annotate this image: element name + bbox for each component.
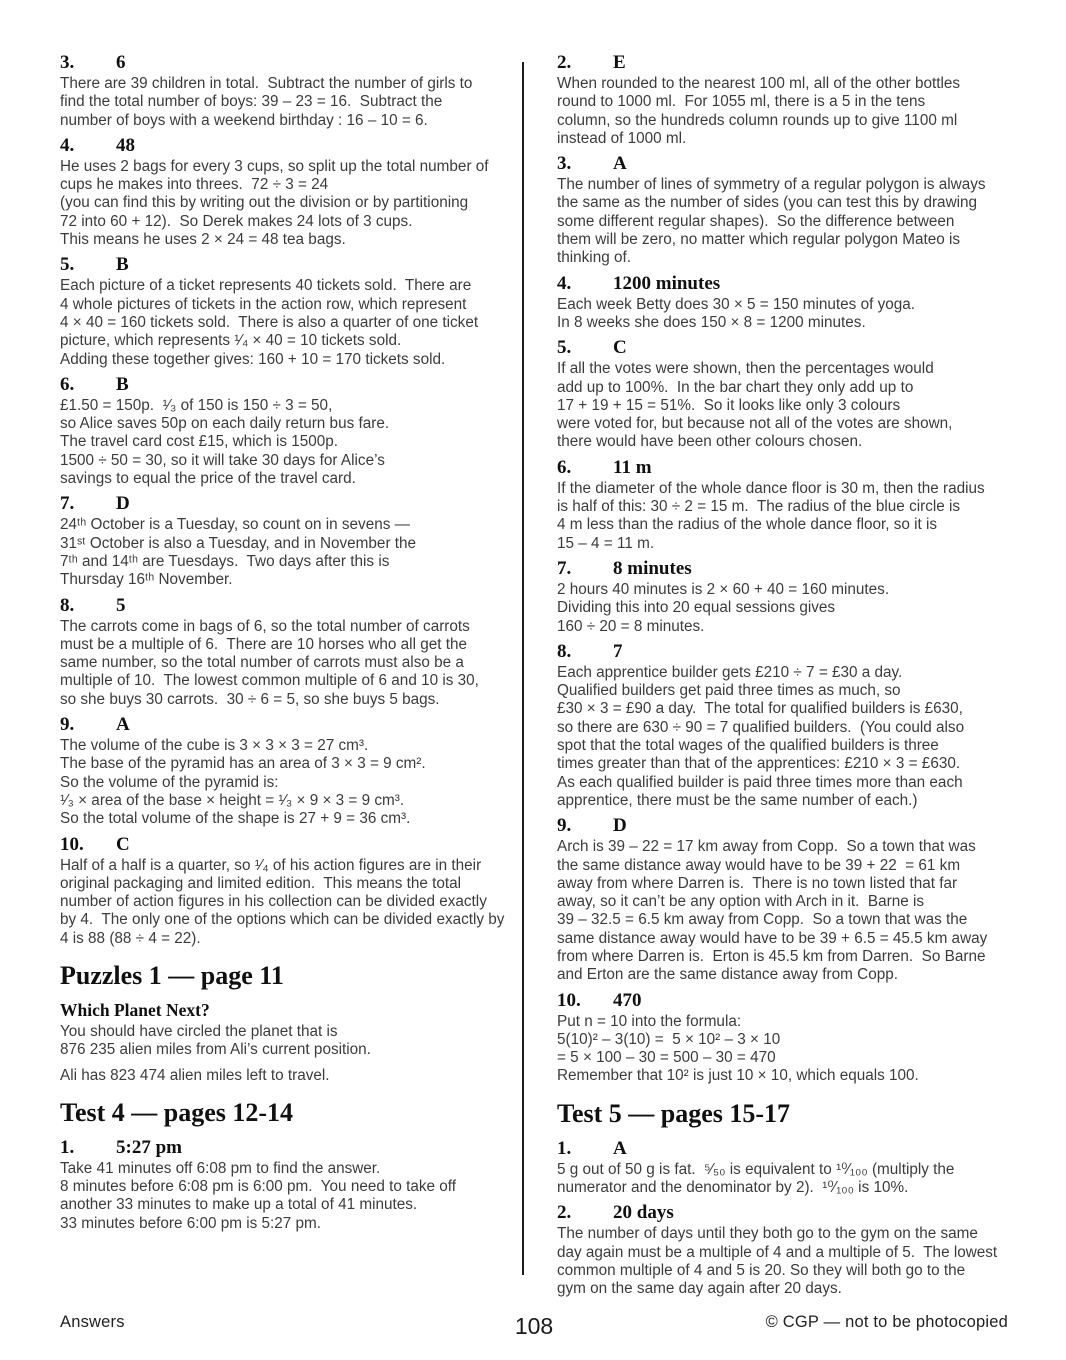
question-number: 3. [60, 52, 75, 73]
explanation-line: 17 + 19 + 15 = 51%. So it looks like only 3 colours [557, 396, 901, 414]
answer-value: 1200 minutes [613, 272, 721, 294]
explanation-line: away, so it can’t be any option with Arch in it. Barne is [557, 893, 925, 911]
explanation-line: The number of lines of symmetry of a regular polygon is always [557, 176, 986, 194]
answer-item-head [60, 1137, 516, 1158]
explanation-line: Thursday 16ᵗʰ November. [60, 571, 233, 589]
explanation-line: picture, which represents ¹⁄₄ × 40 = 10 tickets sold. [60, 332, 402, 350]
column-divider [522, 62, 524, 1275]
answer-item [60, 714, 516, 828]
explanation-line: 15 – 4 = 11 m. [557, 534, 655, 552]
answer-item-head [557, 1202, 1009, 1223]
question-number: 4. [557, 272, 572, 294]
answer-value: E [613, 52, 626, 73]
explanation-line: so Alice saves 50p on each daily return bus fare. [60, 415, 390, 433]
explanation-line: must be a multiple of 6. There are 10 horses who all get the [60, 635, 468, 653]
answer-item [557, 990, 1009, 1086]
explanation-line: 72 into 60 + 12). So Derek makes 24 lots of 3 cups. [60, 212, 413, 230]
answer-value: A [613, 1137, 627, 1159]
explanation-line: In 8 weeks she does 150 × 8 = 1200 minutes. [557, 313, 866, 331]
explanation-line: Take 41 minutes off 6:08 pm to find the answer. [60, 1159, 381, 1177]
explanation-line: Adding these together gives: 160 + 10 = 170 tickets sold. [60, 350, 446, 368]
explanation-line: The travel card cost £15, which is 1500p. [60, 433, 339, 451]
explanation-line: day again must be a multiple of 4 and a multiple of 5. The lowest [557, 1243, 998, 1261]
explanation-line: The base of the pyramid has an area of 3 × 3 = 9 cm². [60, 755, 426, 773]
answer-item-head [557, 337, 1009, 358]
page-number: 108 [514, 1313, 554, 1339]
explanation-line: column, so the hundreds column rounds up to give 1100 ml [557, 111, 958, 129]
explanation-line: The number of days until they both go to the gym on the same [557, 1225, 978, 1243]
explanation-line: Remember that 10² is just 10 × 10, which equals 100. [557, 1067, 919, 1085]
explanation-line: round to 1000 ml. For 1055 ml, there is a 5 in the tens [557, 93, 926, 111]
answer-value: 470 [613, 989, 642, 1011]
answer-value: A [613, 153, 627, 175]
explanation-line: Each picture of a ticket represents 40 tickets sold. There are [60, 277, 472, 295]
answer-item [557, 558, 1009, 636]
explanation-line: = 5 × 100 – 30 = 500 – 30 = 470 [557, 1049, 776, 1067]
question-number: 5. [557, 337, 572, 359]
question-number: 1. [557, 1137, 572, 1159]
question-number: 6. [60, 373, 75, 395]
explanation-line: £30 × 3 = £90 a day. The total for qualified builders is £630, [557, 700, 963, 718]
section-heading: Test 5 — pages 15-17 [557, 1098, 791, 1128]
explanation-line: 160 ÷ 20 = 8 minutes. [557, 617, 705, 635]
answer-value: 5 [116, 594, 126, 616]
explanation-line: £1.50 = 150p. ¹⁄₃ of 150 is 150 ÷ 3 = 50, [60, 396, 333, 414]
answer-item [60, 374, 516, 488]
explanation-line: there would have been other colours chosen. [557, 433, 863, 451]
explanation-line: 39 – 32.5 = 6.5 km away from Copp. So a town that was the [557, 911, 968, 929]
explanation-line: cups he makes into threes. 72 ÷ 3 = 24 [60, 176, 329, 194]
answer-item-head [557, 153, 1009, 174]
question-number: 5. [60, 254, 75, 276]
explanation-line: Arch is 39 – 22 = 17 km away from Copp. So a town that was [557, 838, 976, 856]
answer-item [557, 52, 1009, 148]
explanation-line: number of action figures in his collection can be divided exactly [60, 893, 487, 911]
explanation-line: from where Darren is. Erton is 45.5 km from Darren. So Barne [557, 947, 986, 965]
answer-item-head [60, 493, 516, 514]
question-number: 7. [60, 493, 75, 515]
answer-item-head [60, 374, 516, 395]
explanation-line: Each apprentice builder gets £210 ÷ 7 = £30 a day. [557, 663, 903, 681]
explanation-line: times greater than that of the apprentices: £210 × 3 = £630. [557, 755, 961, 773]
explanation-line: There are 39 children in total. Subtract the number of girls to [60, 75, 473, 92]
explanation-line: another 33 minutes to make up a total of 41 minutes. [60, 1196, 418, 1214]
answer-value: 6 [116, 52, 126, 73]
explanation-line: find the total number of boys: 39 – 23 = 16. Subtract the [60, 93, 443, 111]
explanation-line: same distance away would have to be 39 + 6.5 = 45.5 km away [557, 929, 988, 947]
explanation-line: original packaging and limited edition. This means the total [60, 874, 462, 892]
answer-value: 48 [116, 134, 135, 156]
explanation-line: 4 is 88 (88 ÷ 4 = 22). [60, 929, 201, 947]
answer-item-head [557, 52, 1009, 73]
explanation-line: and Erton are the same distance away from Copp. [557, 966, 898, 984]
question-number: 10. [557, 989, 581, 1011]
explanation-line: 876 235 alien miles from Ali’s current position. [60, 1041, 371, 1059]
explanation-line: 4 × 40 = 160 tickets sold. There is also a quarter of one ticket [60, 313, 479, 331]
answer-item-head [60, 135, 516, 156]
answer-item-head [557, 273, 1009, 294]
explanation-line: spot that the total wages of the qualified builders is three [557, 737, 939, 755]
answer-item [60, 834, 516, 948]
explanation-line: Half of a half is a quarter, so ¹⁄₄ of his action figures are in their [60, 856, 482, 874]
question-number: 2. [557, 52, 572, 73]
explanation-line: Qualified builders get paid three times as much, so [557, 682, 901, 700]
explanation-line: gym on the same day again after 20 days. [557, 1280, 842, 1298]
question-number: 8. [557, 640, 572, 662]
explanation-line: instead of 1000 ml. [557, 129, 687, 147]
question-number: 9. [557, 815, 572, 837]
explanation-line: apprentice, there must be the same number of each.) [557, 791, 918, 809]
explanation-line: The carrots come in bags of 6, so the total number of carrots [60, 617, 470, 635]
answer-value: 7 [613, 640, 623, 662]
explanation-line: If the diameter of the whole dance floor is 30 m, then the radius [557, 479, 985, 497]
explanation-line: same number, so the total number of carrots must also be a [60, 654, 464, 672]
answer-item [60, 1137, 516, 1233]
question-number: 8. [60, 594, 75, 616]
explanation-line: them will be zero, no matter which regular polygon Mateo is [557, 231, 961, 249]
answer-item [557, 153, 1009, 267]
explanation-line: 7ᵗʰ and 14ᵗʰ are Tuesdays. Two days after this is [60, 552, 390, 570]
explanation-line: Dividing this into 20 equal sessions gives [557, 599, 836, 617]
explanation-line: (you can find this by writing out the division or by partitioning [60, 194, 469, 212]
explanation-line: So the volume of the pyramid is: [60, 773, 279, 791]
answer-item-head [557, 990, 1009, 1011]
section-heading: Test 4 — pages 12-14 [60, 1097, 294, 1127]
answer-item [557, 273, 1009, 333]
explanation-line: were voted for, but because not all of the votes are shown, [557, 415, 953, 433]
explanation-line: the same as the number of sides (you can test this by drawing [557, 194, 978, 212]
answer-item-head [60, 834, 516, 855]
explanation-line: numerator and the denominator by 2). ¹⁰⁄₁₀₀ is 10%. [557, 1179, 909, 1197]
explanation-line: This means he uses 2 × 24 = 48 tea bags. [60, 231, 346, 249]
answer-item-head [60, 52, 516, 73]
answer-item [60, 595, 516, 709]
answer-item [557, 337, 1009, 451]
left-column [60, 52, 516, 1238]
explanation-line: So the total volume of the shape is 27 + 9 = 36 cm³. [60, 810, 411, 828]
answer-value: 8 minutes [613, 557, 692, 579]
right-column [557, 52, 1009, 1304]
answer-item [557, 641, 1009, 810]
explanation-line: multiple of 10. The lowest common multiple of 6 and 10 is 30, [60, 672, 479, 690]
explanation-line: 1500 ÷ 50 = 30, so it will take 30 days for Alice’s [60, 451, 385, 469]
answer-value: 5:27 pm [116, 1136, 182, 1158]
answer-value: C [613, 337, 627, 359]
answer-item [557, 1202, 1009, 1298]
footer-section-label: Answers [60, 1313, 125, 1331]
explanation-line: He uses 2 bags for every 3 cups, so split up the total number of [60, 157, 489, 175]
section-heading: Puzzles 1 — page 11 [60, 960, 284, 990]
explanation-line: Ali has 823 474 alien miles left to travel. [60, 1066, 330, 1084]
answer-value: 11 m [613, 456, 652, 478]
copyright-notice: © CGP — not to be photocopied [765, 1313, 1008, 1331]
answer-item-head [60, 254, 516, 275]
explanation-line: The volume of the cube is 3 × 3 × 3 = 27 cm³. [60, 737, 369, 755]
question-number: 10. [60, 833, 84, 855]
answer-item [60, 493, 516, 589]
explanation-line: the same distance away would have to be 39 + 22 = 61 km [557, 856, 961, 874]
explanation-line: savings to equal the price of the travel card. [60, 470, 356, 488]
answer-value: B [116, 254, 129, 276]
answer-item [60, 135, 516, 249]
explanation-line: If all the votes were shown, then the percentages would [557, 360, 934, 378]
answer-value: D [116, 493, 130, 515]
explanation-line: 4 m less than the radius of the whole dance floor, so it is [557, 516, 938, 534]
explanation-line: As each qualified builder is paid three times more than each [557, 773, 963, 791]
explanation-line: thinking of. [557, 249, 631, 267]
answer-item [60, 254, 516, 368]
explanation-line: away from where Darren is. There is no town listed that far [557, 874, 958, 892]
question-number: 9. [60, 714, 75, 736]
answer-item [60, 52, 516, 130]
explanation-line: 4 whole pictures of tickets in the action row, which represent [60, 295, 467, 313]
explanation-line: 33 minutes before 6:00 pm is 5:27 pm. [60, 1214, 322, 1232]
question-number: 3. [557, 153, 572, 175]
explanation-line: You should have circled the planet that is [60, 1022, 338, 1040]
explanation-line: 31ˢᵗ October is also a Tuesday, and in November the [60, 534, 417, 552]
explanation-line: Put n = 10 into the formula: [557, 1012, 742, 1030]
puzzle-subheading: Which Planet Next? [60, 999, 210, 1020]
text-paragraph [60, 1023, 516, 1060]
explanation-line: Each week Betty does 30 × 5 = 150 minutes of yoga. [557, 295, 916, 313]
answer-item-head [557, 641, 1009, 662]
answer-item-head [557, 457, 1009, 478]
explanation-line: 5 g out of 50 g is fat. ⁵⁄₅₀ is equivalent to ¹⁰⁄₁₀₀ (multiply the [557, 1160, 955, 1178]
question-number: 7. [557, 557, 572, 579]
question-number: 6. [557, 456, 572, 478]
answer-item-head [557, 1138, 1009, 1159]
explanation-line: so there are 630 ÷ 90 = 7 qualified builders. (You could also [557, 718, 965, 736]
answer-item-head [60, 714, 516, 735]
explanation-line: 8 minutes before 6:08 pm is 6:00 pm. You need to take off [60, 1178, 457, 1196]
answer-item-head [60, 595, 516, 616]
answer-value: A [116, 714, 130, 736]
explanation-line: is half of this: 30 ÷ 2 = 15 m. The radius of the blue circle is [557, 498, 961, 516]
page-footer [60, 1313, 1008, 1339]
explanation-line: number of boys with a weekend birthday : 16 – 10 = 6. [60, 111, 428, 129]
explanation-line: 24ᵗʰ October is a Tuesday, so count on in sevens — [60, 516, 410, 534]
explanation-line: some different regular shapes). So the difference between [557, 212, 955, 230]
answer-value: B [116, 373, 129, 395]
answer-value: 20 days [613, 1202, 674, 1224]
text-paragraph [60, 1067, 516, 1085]
answer-value: C [116, 833, 130, 855]
explanation-line: When rounded to the nearest 100 ml, all of the other bottles [557, 75, 961, 92]
answer-value: D [613, 815, 627, 837]
explanation-line: so she buys 30 carrots. 30 ÷ 6 = 5, so she buys 5 bags. [60, 690, 440, 708]
explanation-line: add up to 100%. In the bar chart they only add up to [557, 378, 914, 396]
answer-item [557, 815, 1009, 984]
answer-item [557, 457, 1009, 553]
answer-item-head [557, 815, 1009, 836]
answer-item [557, 1138, 1009, 1198]
explanation-line: ¹⁄₃ × area of the base × height = ¹⁄₃ × 9 × 3 = 9 cm³. [60, 791, 405, 809]
question-number: 1. [60, 1136, 75, 1158]
explanation-line: by 4. The only one of the options which can be divided exactly by [60, 911, 505, 929]
explanation-line: common multiple of 4 and 5 is 20. So they will both go to the [557, 1261, 966, 1279]
question-number: 4. [60, 134, 75, 156]
explanation-line: 5(10)² – 3(10) = 5 × 10² – 3 × 10 [557, 1030, 781, 1048]
explanation-line: 2 hours 40 minutes is 2 × 60 + 40 = 160 minutes. [557, 580, 890, 598]
answer-item-head [557, 558, 1009, 579]
question-number: 2. [557, 1202, 572, 1224]
